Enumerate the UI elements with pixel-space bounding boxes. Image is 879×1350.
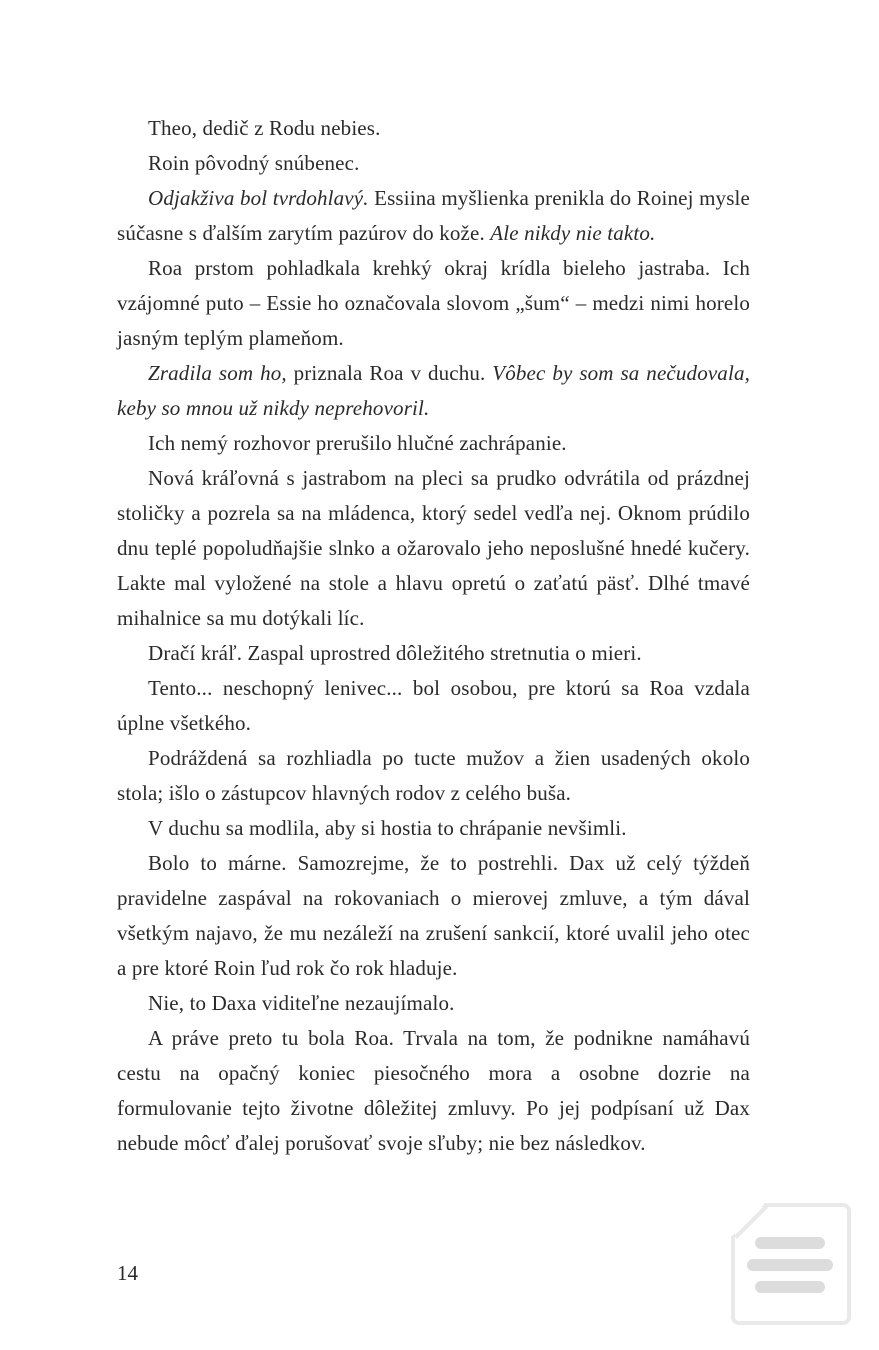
text-segment: Ich nemý rozhovor prerušilo hlučné zachrápanie. (148, 431, 567, 455)
paragraph (117, 671, 750, 741)
text-segment: V duchu sa modlila, aby si hostia to chrápanie nevšimli. (148, 816, 627, 840)
text-segment: Theo, dedič z Rodu nebies. (148, 116, 381, 140)
paragraph (117, 461, 750, 636)
paragraph (117, 636, 750, 671)
text-segment: Roin pôvodný snúbenec. (148, 151, 360, 175)
paragraph (117, 846, 750, 986)
paragraph (117, 811, 750, 846)
italic-text: Zradila som ho, (148, 361, 287, 385)
italic-text: Odjakživa bol tvrdohlavý. (148, 186, 369, 210)
text-segment: Nová kráľovná s jastrabom na pleci sa prudko odvrátila od prázdnej stoličky a pozrela sa na mládenca, ktorý sedel vedľa nej. Oknom prúdilo dnu teplé popoludňajšie slnko a ožarovalo jeho neposlušné hnedé kučery. Lakte mal vyložené na stole a hlavu opretú o zaťatú päsť. Dlhé tmavé mihalnice sa mu dotýkali líc. (117, 466, 750, 630)
paragraph (117, 1021, 750, 1161)
document-lines-icon (731, 1203, 851, 1325)
paragraph (117, 111, 750, 146)
paragraph (117, 356, 750, 426)
text-segment: Bolo to márne. Samozrejme, že to postrehli. Dax už celý týždeň pravidelne zaspával na rokovaniach o mierovej zmluve, a tým dával všetkým najavo, že mu nezáleží na zrušení sankcií, ktoré uvalil jeho otec a pre ktoré Roin ľud rok čo rok hladuje. (117, 851, 750, 980)
text-segment: A práve preto tu bola Roa. Trvala na tom, že podnikne namáhavú cestu na opačný koniec piesočného mora a osobne dozrie na formulovanie tejto životne dôležitej zmluvy. Po jej podpísaní už Dax nebude môcť ďalej porušovať svoje sľuby; nie bez následkov. (117, 1026, 750, 1155)
paragraph (117, 251, 750, 356)
italic-text: Ale nikdy nie takto. (490, 221, 656, 245)
text-segment: priznala Roa v duchu. (286, 361, 493, 385)
text-segment: Essiina myšlienka prenikla do Roinej mysle súčasne s ďalším zarytím pazúrov do kože. (117, 186, 750, 245)
text-segment: Roa prstom pohladkala krehký okraj krídla bieleho jastraba. Ich vzájomné puto – Essie ho označovala slovom „šum“ – medzi nimi horelo jasným teplým plameňom. (117, 256, 750, 350)
text-segment: Tento... neschopný lenivec... bol osobou, pre ktorú sa Roa vzdala úplne všetkého. (117, 676, 750, 735)
paragraph (117, 181, 750, 251)
paragraph (117, 146, 750, 181)
text-segment: Nie, to Daxa viditeľne nezaujímalo. (148, 991, 455, 1015)
text-segment: Podráždená sa rozhliadla po tucte mužov a žien usadených okolo stola; išlo o zástupcov hlavných rodov z celého buša. (117, 746, 750, 805)
page-number: 14 (117, 1261, 138, 1285)
italic-text: Vôbec by som sa nečudovala, keby so mnou už nikdy neprehovoril. (117, 361, 750, 420)
body-text (117, 111, 750, 1161)
paragraph (117, 426, 750, 461)
paragraph (117, 741, 750, 811)
text-segment: Dračí kráľ. Zaspal uprostred dôležitého stretnutia o mieri. (148, 641, 642, 665)
paragraph (117, 986, 750, 1021)
